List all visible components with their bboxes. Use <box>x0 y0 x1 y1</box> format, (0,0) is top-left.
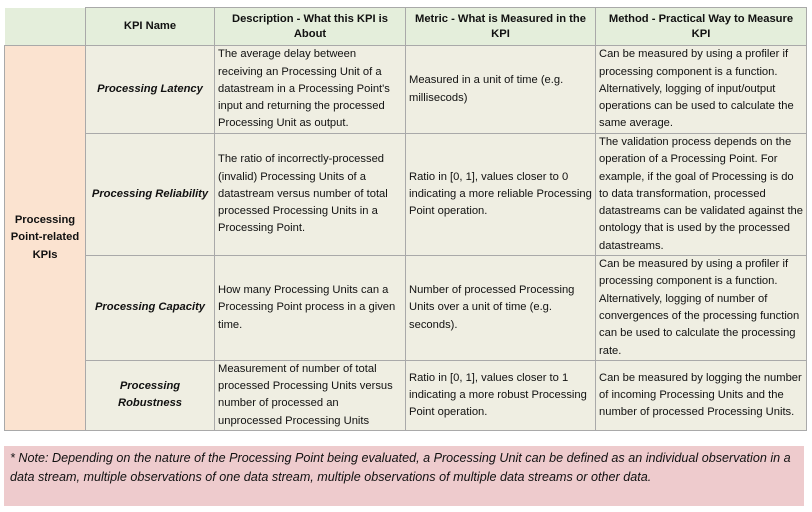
category-cell: Processing Point-related KPIs <box>5 46 86 431</box>
header-description: Description - What this KPI is About <box>215 8 406 46</box>
method-cell: Can be measured by logging the number of incoming Processing Units and the number of processed Processing Units. <box>596 360 807 430</box>
metric-cell: Ratio in [0, 1], values closer to 0 indicating a more reliable Processing Point operation. <box>406 134 596 256</box>
header-kpi-name: KPI Name <box>86 8 215 46</box>
method-cell: Can be measured by using a profiler if processing component is a function. Alternatively, logging of number of convergences of the processing function can be used to calculate the processing rate. <box>596 256 807 361</box>
description-cell: How many Processing Units can a Processing Point process in a given time. <box>215 256 406 361</box>
header-metric: Metric - What is Measured in the KPI <box>406 8 596 46</box>
description-cell: Measurement of number of total processed Processing Units versus number of processed an unprocessed Processing Units <box>215 360 406 430</box>
description-cell: The average delay between receiving an Processing Unit of a datastream in a Processing Point's input and returning the processed Processing Unit as output. <box>215 46 406 134</box>
kpi-name-cell: Processing Latency <box>86 46 215 134</box>
table-row <box>5 134 807 256</box>
header-blank-cell <box>5 8 86 46</box>
kpi-table <box>4 7 807 431</box>
description-cell: The ratio of incorrectly-processed (invalid) Processing Units of a datastream versus number of total processed Processing Units in a Processing Point. <box>215 134 406 256</box>
method-cell: Can be measured by using a profiler if processing component is a function. Alternatively, logging of input/output operations can be used to calculate the same average. <box>596 46 807 134</box>
metric-cell: Number of processed Processing Units over a unit of time (e.g. seconds). <box>406 256 596 361</box>
kpi-name-cell: Processing Capacity <box>86 256 215 361</box>
footnote: * Note: Depending on the nature of the Processing Point being evaluated, a Processing Unit can be defined as an individual observation in a data stream, multiple observations of one data stream, multiple observations of multiple data streams or other data. <box>4 446 804 506</box>
header-row <box>5 8 807 46</box>
metric-cell: Ratio in [0, 1], values closer to 1 indicating a more robust Processing Point operation. <box>406 360 596 430</box>
method-cell: The validation process depends on the operation of a Processing Point. For example, if the goal of Processing is do to data transformation, processed datastreams can be validated against the ontology that is used by the processed datastreams. <box>596 134 807 256</box>
header-method: Method - Practical Way to Measure KPI <box>596 8 807 46</box>
table-row <box>5 46 807 134</box>
kpi-name-cell: Processing Robustness <box>86 360 215 430</box>
table-row <box>5 256 807 361</box>
metric-cell: Measured in a unit of time (e.g. millisecods) <box>406 46 596 134</box>
table-row <box>5 360 807 430</box>
kpi-name-cell: Processing Reliability <box>86 134 215 256</box>
